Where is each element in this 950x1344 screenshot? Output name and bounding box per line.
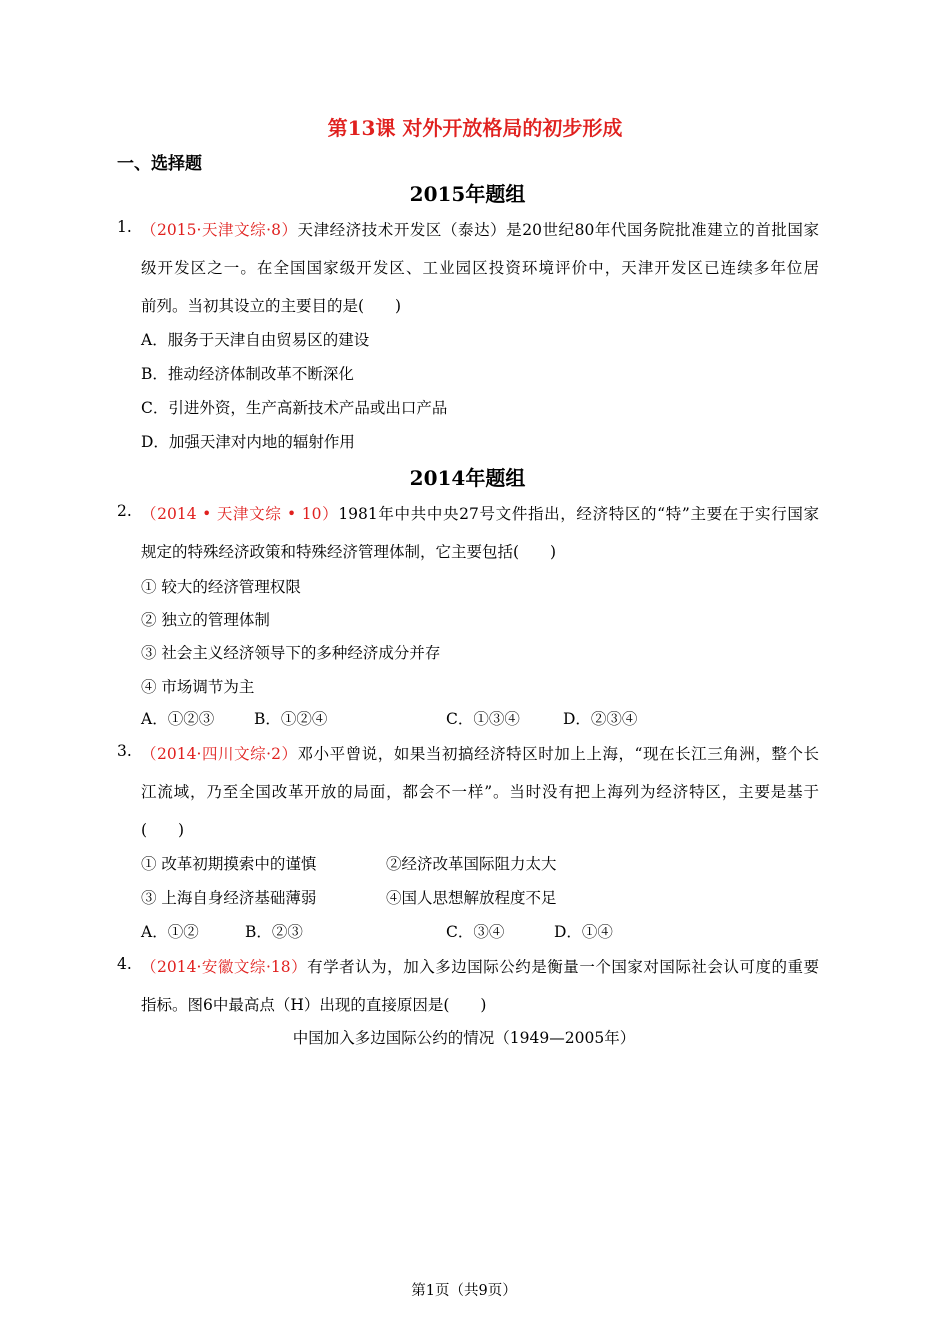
question-2-item-3: ③ 社会主义经济领导下的多种经济成分并存 (141, 644, 441, 662)
question-1-line-1 (141, 218, 819, 240)
question-3-line-1 (141, 742, 819, 764)
question-4-line-1 (141, 955, 819, 977)
question-2-item-1: ① 较大的经济管理权限 (141, 578, 301, 596)
question-2-option-b: B．①②④ (254, 710, 328, 728)
question-3-option-d: D．①④ (554, 923, 613, 941)
question-1-line-3: 前列。当初其设立的主要目的是( ) (141, 297, 402, 315)
question-4-number: 4. (117, 955, 132, 973)
question-2-text: 1981年中共中央27号文件指出，经济特区的“特”主要在于实行国家 (338, 505, 819, 523)
group-heading-2014: 2014年题组 (409, 466, 526, 490)
section-heading: 一、选择题 (117, 154, 202, 174)
question-2-item-2: ② 独立的管理体制 (141, 611, 270, 629)
figure-caption: 中国加入多边国际公约的情况（1949—2005年） (292, 1029, 636, 1047)
question-1-number: 1. (117, 218, 132, 236)
question-1-option-c: C．引进外资，生产高新技术产品或出口产品 (141, 399, 448, 417)
question-3-option-a: A．①② (141, 923, 199, 941)
question-1-option-a: A．服务于天津自由贸易区的建设 (141, 331, 370, 349)
question-3-source: （2014·四川文综·2） (141, 745, 298, 763)
question-4-source: （2014·安徽文综·18） (141, 958, 308, 976)
question-3-item-2: ②经济改革国际阻力太大 (386, 855, 557, 873)
question-2-source: （2014 • 天津文综 • 10） (141, 505, 339, 523)
question-1-option-d: D．加强天津对内地的辐射作用 (141, 433, 355, 451)
question-3-item-4: ④国人思想解放程度不足 (386, 889, 557, 907)
question-2-line-1 (141, 502, 819, 524)
question-1-line-2: 级开发区之一。在全国国家级开发区、工业园区投资环境评价中，天津开发区已连续多年位居 (141, 259, 819, 277)
question-3-text: 邓小平曾说，如果当初搞经济特区时加上上海，“现在长江三角洲，整个长 (297, 745, 819, 763)
question-3-item-3: ③ 上海自身经济基础薄弱 (141, 889, 317, 907)
question-2-number: 2. (117, 502, 132, 520)
question-3-line-3: ( ) (141, 821, 185, 839)
question-2-option-a: A．①②③ (141, 710, 215, 728)
question-4-line-2: 指标。图6中最高点（H）出现的直接原因是( ) (141, 996, 487, 1014)
question-3-option-c: C．③④ (446, 923, 505, 941)
question-3-line-2: 江流域，乃至全国改革开放的局面，都会不一样”。当时没有把上海列为经济特区，主要是基于 (141, 783, 819, 801)
question-1-source: （2015·天津文综·8） (141, 221, 298, 239)
question-3-option-b: B．②③ (245, 923, 303, 941)
question-2-item-4: ④ 市场调节为主 (141, 678, 255, 696)
page-title: 第13课 对外开放格局的初步形成 (327, 116, 623, 140)
question-1-text: 天津经济技术开发区（泰达）是20世纪80年代国务院批准建立的首批国家 (297, 221, 819, 239)
question-2-option-c: C．①③④ (446, 710, 520, 728)
question-3-item-1: ① 改革初期摸索中的谨慎 (141, 855, 317, 873)
question-1-option-b: B．推动经济体制改革不断深化 (141, 365, 354, 383)
question-2-line-2: 规定的特殊经济政策和特殊经济管理体制，它主要包括( ) (141, 543, 557, 561)
question-3-number: 3. (117, 742, 132, 760)
page-footer: 第1页（共9页） (411, 1283, 517, 1299)
question-2-option-d: D．②③④ (563, 710, 638, 728)
group-heading-2015: 2015年题组 (409, 182, 526, 206)
question-4-text: 有学者认为，加入多边国际公约是衡量一个国家对国际社会认可度的重要 (307, 958, 819, 976)
